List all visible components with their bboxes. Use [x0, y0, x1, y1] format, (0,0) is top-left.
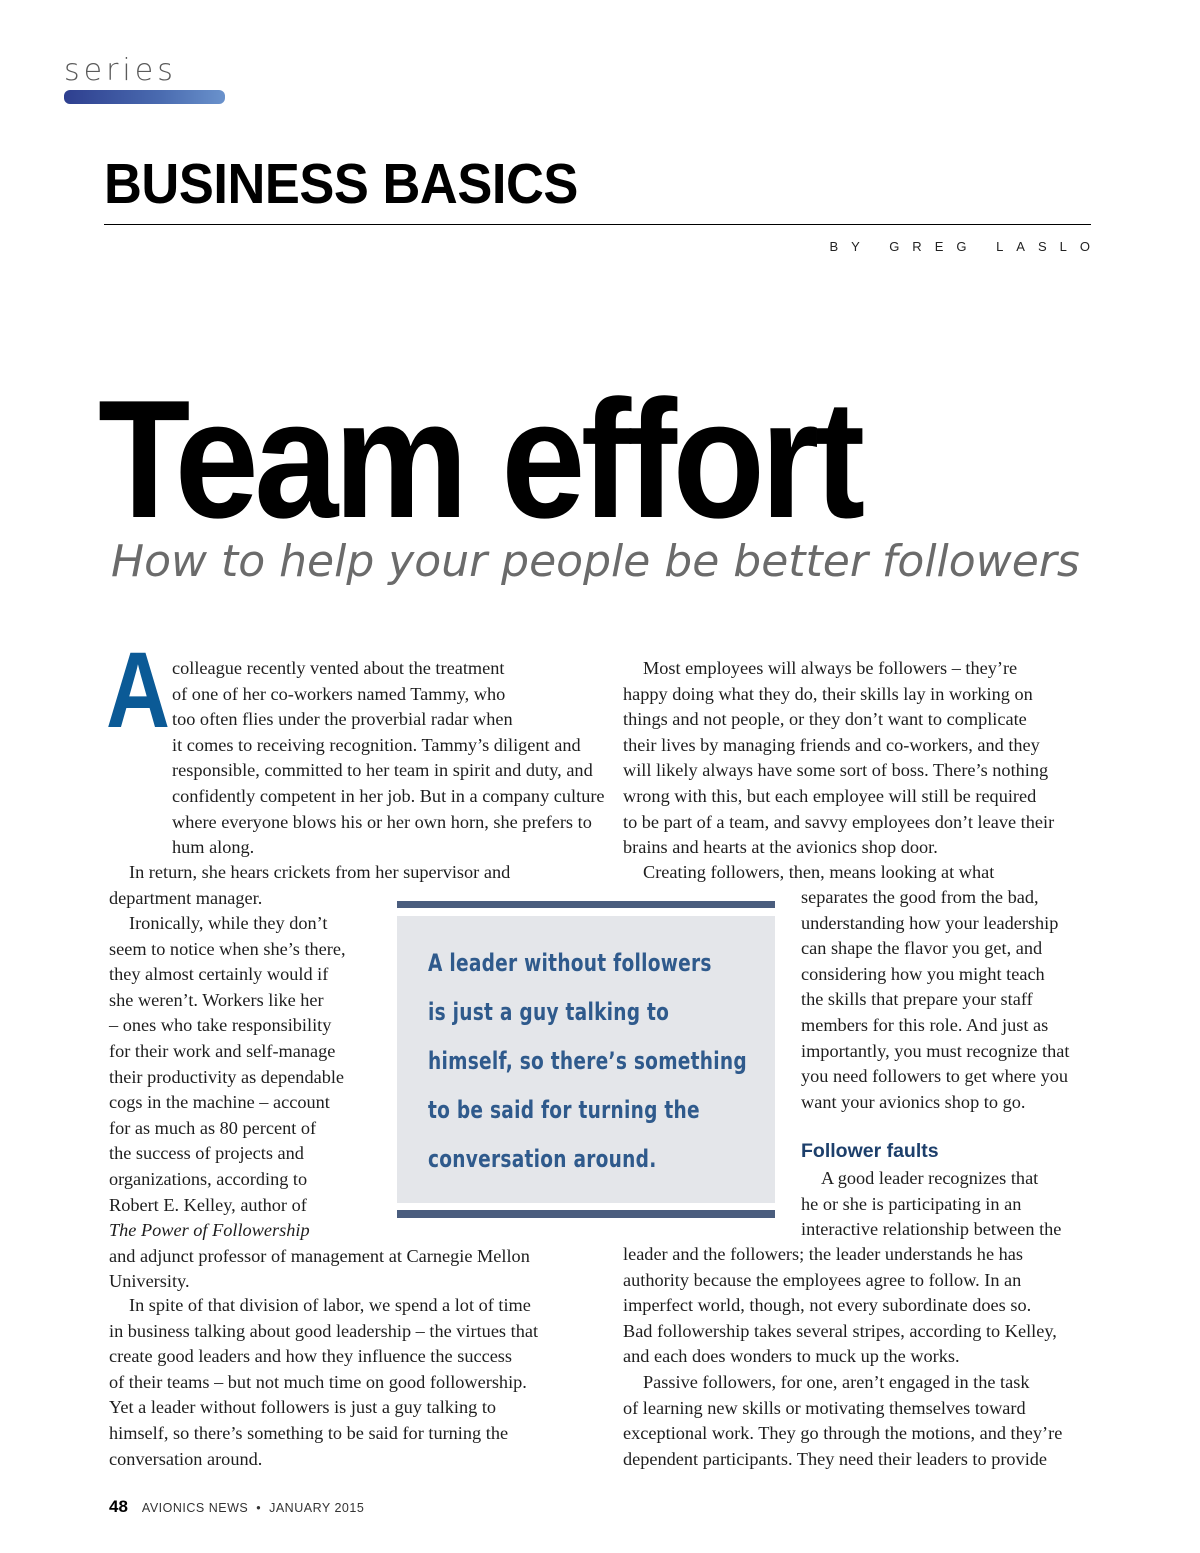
text-line: In return, she hears crickets from her supervisor and	[129, 862, 511, 882]
page-footer	[109, 1497, 364, 1517]
publication-name: AVIONICS NEWS	[141, 1501, 249, 1515]
pull-quote-text	[428, 939, 747, 1184]
text-line: it comes to receiving recognition. Tammy’s diligent and	[172, 734, 581, 755]
text-line: the success of projects and	[109, 1143, 304, 1164]
text-line: conversation around.	[109, 1448, 263, 1469]
text-line: will likely always have some sort of boss. There’s nothing	[623, 760, 1049, 781]
text-line: can shape the flavor you get, and	[801, 938, 1043, 959]
paragraph	[623, 860, 994, 886]
text-line: seem to notice when she’s there,	[109, 938, 346, 959]
byline: BY GREG LASLO	[829, 239, 1103, 254]
text-line: himself, so there’s something to be said for turning the	[109, 1422, 509, 1443]
pull-quote-line: to be said for turning the	[428, 1096, 700, 1124]
text-line: University.	[109, 1271, 190, 1292]
deck: How to help your people be better followers	[111, 536, 1080, 587]
text-line: for as much as 80 percent of	[109, 1117, 317, 1138]
text-line: separates the good from the bad,	[801, 887, 1039, 907]
text-line: of learning new skills or motivating themselves toward	[623, 1397, 1026, 1418]
pull-quote-bottom-rule	[397, 1210, 775, 1218]
text-line: Robert E. Kelley, author of	[109, 1194, 307, 1215]
paragraph	[623, 656, 1054, 861]
text-line: exceptional work. They go through the motions, and they’re	[623, 1423, 1063, 1444]
text-line: leader and the followers; the leader understands he has	[623, 1244, 1024, 1264]
pull-quote	[397, 901, 775, 1218]
text-line: department manager.	[109, 887, 263, 908]
paragraph	[801, 885, 1069, 1115]
text-line: considering how you might teach	[801, 963, 1045, 984]
series-label: series	[64, 53, 177, 88]
text-line: Passive followers, for one, aren’t engaged in the task	[643, 1372, 1030, 1392]
text-line: to be part of a team, and savvy employees don’t leave their	[623, 811, 1055, 832]
text-line: Creating followers, then, means looking at what	[643, 862, 995, 882]
text-line: In spite of that division of labor, we spend a lot of time	[129, 1295, 531, 1315]
paragraph	[801, 1166, 1061, 1243]
text-line: imperfect world, though, not every subordinate does so.	[623, 1295, 1032, 1316]
text-line: cogs in the machine – account	[109, 1092, 330, 1113]
paragraph	[623, 1242, 1057, 1370]
footer-separator: •	[256, 1501, 262, 1515]
text-line: authority because the employees agree to follow. In an	[623, 1269, 1022, 1290]
text-line: of one of her co-workers named Tammy, who	[172, 683, 506, 704]
text-line: hum along.	[172, 837, 255, 858]
text-line: the skills that prepare your staff	[801, 989, 1033, 1010]
series-accent-bar	[64, 90, 225, 104]
text-line: responsible, committed to her team in spirit and duty, and	[172, 760, 593, 781]
pull-quote-line: A leader without followers	[428, 949, 712, 977]
text-line: Most employees will always be followers – they’re	[643, 658, 1018, 678]
text-line: where everyone blows his or her own horn, she prefers to	[172, 811, 592, 832]
drop-cap: A	[106, 629, 170, 750]
title-rule	[104, 224, 1091, 225]
paragraph	[623, 1370, 1062, 1472]
text-line: he or she is participating in an	[801, 1193, 1022, 1214]
text-line: they almost certainly would if	[109, 964, 329, 985]
text-line: their productivity as dependable	[109, 1066, 345, 1087]
text-line: and each does wonders to muck up the works.	[623, 1346, 960, 1367]
paragraph	[109, 1293, 538, 1472]
text-line: brains and hearts at the avionics shop door.	[623, 837, 938, 858]
text-line: The Power of Followership	[109, 1220, 310, 1241]
text-line: colleague recently vented about the treatment	[172, 658, 505, 678]
pull-quote-line: himself, so there’s something	[428, 1047, 747, 1075]
subhead: Follower faults	[801, 1140, 939, 1162]
text-line: Bad followership takes several stripes, according to Kelley,	[623, 1320, 1057, 1341]
text-line: in business talking about good leadership – the virtues that	[109, 1320, 539, 1341]
text-line: Yet a leader without followers is just a guy talking to	[109, 1397, 497, 1418]
text-line: too often flies under the proverbial radar when	[172, 709, 513, 730]
pull-quote-line: is just a guy talking to	[428, 998, 670, 1026]
text-line: happy doing what they do, their skills lay in working on	[623, 683, 1033, 704]
text-line: you need followers to get where you	[801, 1066, 1069, 1087]
text-line: create good leaders and how they influence the success	[109, 1346, 513, 1367]
text-line: want your avionics shop to go.	[801, 1091, 1026, 1112]
text-line: members for this role. And just as	[801, 1014, 1049, 1035]
text-line: she weren’t. Workers like her	[109, 989, 324, 1010]
text-line: interactive relationship between the	[801, 1219, 1062, 1240]
section-title: BUSINESS BASICS	[104, 152, 578, 216]
text-line: and adjunct professor of management at Carnegie Mellon	[109, 1245, 530, 1266]
issue-date: JANUARY 2015	[269, 1501, 365, 1515]
page-number: 48	[109, 1497, 128, 1516]
text-line: – ones who take responsibility	[109, 1015, 332, 1036]
pull-quote-top-rule	[397, 901, 775, 908]
text-line: dependent participants. They need their leaders to provide	[623, 1448, 1048, 1469]
text-line: confidently competent in her job. But in a company culture	[172, 785, 605, 806]
text-line: their lives by managing friends and co-workers, and they	[623, 734, 1040, 755]
text-line: Ironically, while they don’t	[129, 913, 328, 933]
text-line: A good leader recognizes that	[821, 1168, 1039, 1188]
text-line: wrong with this, but each employee will still be required	[623, 785, 1037, 806]
text-line: importantly, you must recognize that	[801, 1040, 1070, 1061]
text-line: understanding how your leadership	[801, 912, 1059, 933]
headline: Team effort	[98, 365, 861, 553]
pull-quote-line: conversation around.	[428, 1145, 657, 1173]
text-line: of their teams – but not much time on good followership.	[109, 1371, 527, 1392]
paragraph	[172, 656, 605, 861]
text-line: for their work and self-manage	[109, 1040, 336, 1061]
text-line: organizations, according to	[109, 1168, 308, 1189]
text-line: things and not people, or they don’t want to complicate	[623, 709, 1027, 730]
